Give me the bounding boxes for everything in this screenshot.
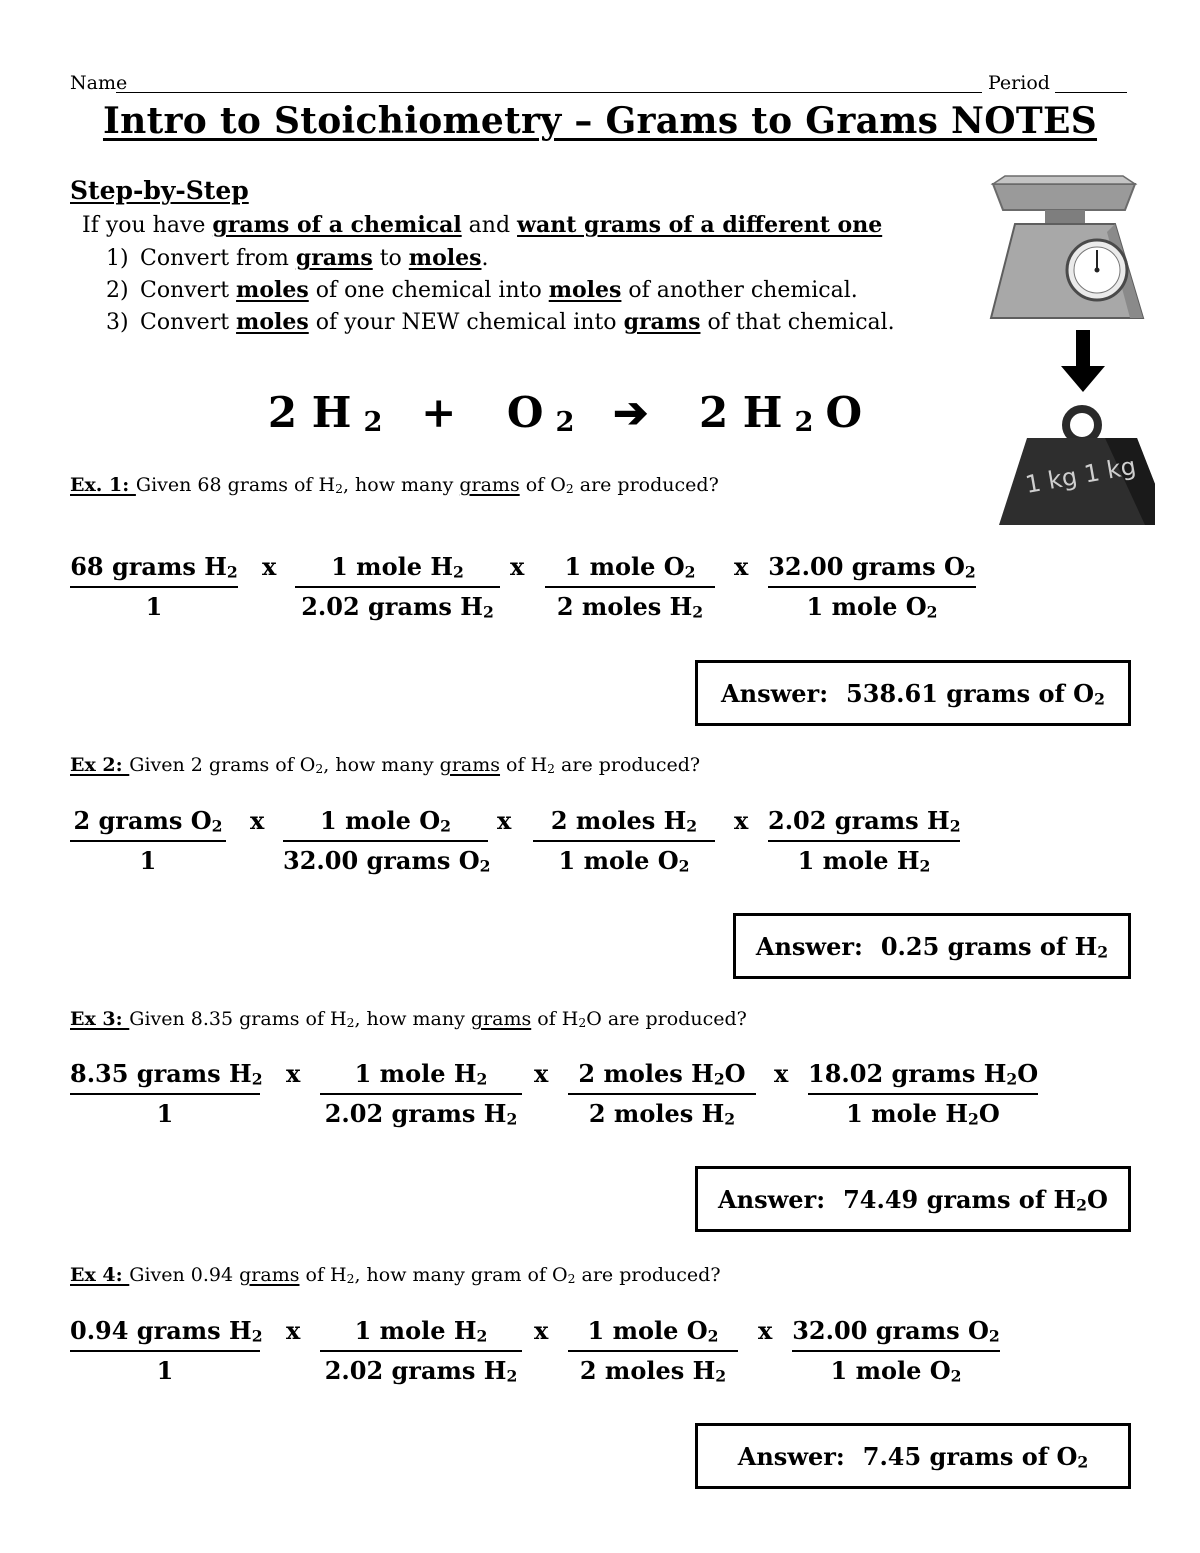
factor-denominator: 1 <box>156 1356 174 1385</box>
multiply-sign: x <box>262 552 277 581</box>
example-4-question: Ex 4: Given 0.94 grams of $H_2$, how many gram of $O_2$ are produced? <box>70 1264 721 1286</box>
plus-sign: + <box>421 388 457 437</box>
weight-label: 1 kg 1 kg <box>1023 451 1139 499</box>
example-1-factor-1 <box>70 548 238 626</box>
multiply-sign: x <box>758 1316 773 1345</box>
factor-numerator: 1 mole $O_2$ <box>545 548 715 588</box>
factor-numerator: 1 mole $H_2$ <box>295 548 500 588</box>
kettlebell-weight-icon <box>999 409 1155 525</box>
example-1-factor-4 <box>768 548 976 626</box>
example-2-factor-2 <box>283 802 491 880</box>
multiply-sign: x <box>774 1059 789 1088</box>
page-title: Intro to Stoichiometry – Grams to Grams NOTES <box>102 100 1098 142</box>
step-2: 2) Convert moles of one chemical into moles of another chemical. <box>106 277 858 303</box>
reaction-equation <box>0 388 1130 437</box>
example-1-factor-2 <box>295 548 500 626</box>
example-2-factor-3 <box>533 802 715 880</box>
multiply-sign: x <box>534 1316 549 1345</box>
multiply-sign: x <box>286 1316 301 1345</box>
example-2-factor-4 <box>768 802 960 880</box>
example-3-factor-4 <box>808 1055 1038 1133</box>
down-arrow-icon <box>1061 330 1105 392</box>
step-3: 3) Convert moles of your NEW chemical into grams of that chemical. <box>106 309 895 335</box>
multiply-sign: x <box>734 552 749 581</box>
example-4-factor-1 <box>70 1312 263 1390</box>
factor-numerator: 1 mole $O_2$ <box>283 802 488 842</box>
example-4-factor-2 <box>320 1312 522 1390</box>
factor-numerator: 2.02 grams $H_2$ <box>768 802 960 842</box>
product-h2o: 2 H $_2$ O <box>698 388 863 439</box>
multiply-sign: x <box>510 552 525 581</box>
example-3-answer-box: Answer: 74.49 grams of $H_2O$ <box>695 1166 1131 1232</box>
factor-numerator: 8.35 grams $H_2$ <box>70 1055 260 1095</box>
factor-numerator: 68 grams $H_2$ <box>70 548 238 588</box>
factor-denominator: 2 moles $H_2$ <box>556 592 704 622</box>
factor-denominator: 1 mole $O_2$ <box>806 592 938 622</box>
factor-denominator: 2.02 grams $H_2$ <box>301 592 494 622</box>
kitchen-scale-icon <box>991 176 1143 318</box>
multiply-sign: x <box>286 1059 301 1088</box>
factor-denominator: 2 moles $H_2$ <box>588 1099 736 1129</box>
example-4-factor-3 <box>568 1312 738 1390</box>
reaction-arrow-icon: ➔ <box>613 388 649 437</box>
factor-denominator: 1 mole $H_2$ <box>797 846 931 876</box>
example-3-factor-3 <box>568 1055 756 1133</box>
factor-denominator: 1 <box>156 1099 174 1128</box>
factor-denominator: 1 <box>145 592 163 621</box>
factor-denominator: 32.00 grams $O_2$ <box>283 846 491 876</box>
reactant-o2: O $_2$ <box>506 388 575 439</box>
example-1-answer-box: Answer: 538.61 grams of $O_2$ <box>695 660 1131 726</box>
period-blank <box>1055 92 1127 93</box>
answer-value: 7.45 grams of $O_2$ <box>862 1441 1089 1471</box>
factor-denominator: 2 moles $H_2$ <box>579 1356 727 1386</box>
example-2-question: Ex 2: Given 2 grams of $O_2$, how many grams of $H_2$ are produced? <box>70 754 701 776</box>
answer-value: 538.61 grams of $O_2$ <box>846 678 1105 708</box>
multiply-sign: x <box>250 806 265 835</box>
factor-numerator: 2 grams $O_2$ <box>70 802 226 842</box>
example-3-question: Ex 3: Given 8.35 grams of $H_2$, how many grams of $H_2O$ are produced? <box>70 1008 747 1030</box>
factor-numerator: 1 mole $H_2$ <box>320 1312 522 1352</box>
example-4-answer-box: Answer: 7.45 grams of $O_2$ <box>695 1423 1131 1489</box>
multiply-sign: x <box>734 806 749 835</box>
answer-value: 74.49 grams of $H_2O$ <box>843 1184 1108 1214</box>
example-2-factor-1 <box>70 802 226 880</box>
example-1-factor-3 <box>545 548 715 626</box>
factor-denominator: 2.02 grams $H_2$ <box>324 1356 518 1386</box>
factor-numerator: 1 mole $H_2$ <box>320 1055 522 1095</box>
scale-and-weight-illustration <box>985 170 1155 560</box>
factor-numerator: 32.00 grams $O_2$ <box>768 548 976 588</box>
factor-numerator: 32.00 grams $O_2$ <box>792 1312 1000 1352</box>
answer-value: 0.25 grams of $H_2$ <box>880 931 1109 961</box>
step-1: 1) Convert from grams to moles. <box>106 245 489 271</box>
factor-denominator: 2.02 grams $H_2$ <box>324 1099 518 1129</box>
step-intro: If you have grams of a chemical and want grams of a different one <box>82 212 883 238</box>
example-3-factor-1 <box>70 1055 263 1133</box>
factor-numerator: 1 mole $O_2$ <box>568 1312 738 1352</box>
reactant-h2: 2 H $_2$ <box>267 388 383 439</box>
multiply-sign: x <box>497 806 512 835</box>
multiply-sign: x <box>534 1059 549 1088</box>
factor-denominator: 1 mole $O_2$ <box>558 846 690 876</box>
name-blank <box>116 92 982 93</box>
example-4-factor-4 <box>792 1312 1000 1390</box>
name-label: Name <box>70 72 128 94</box>
example-2-answer-box: Answer: 0.25 grams of $H_2$ <box>733 913 1131 979</box>
factor-numerator: 0.94 grams $H_2$ <box>70 1312 260 1352</box>
factor-numerator: 18.02 grams $H_2O$ <box>808 1055 1038 1095</box>
step-by-step-heading: Step-by-Step <box>70 176 249 205</box>
period-label: Period <box>988 72 1050 94</box>
factor-numerator: 2 moles $H_2O$ <box>568 1055 756 1095</box>
factor-numerator: 2 moles $H_2$ <box>533 802 715 842</box>
example-1-question: Ex. 1: Given 68 grams of $H_2$, how many grams of $O_2$ are produced? <box>70 474 719 496</box>
factor-denominator: 1 <box>139 846 157 875</box>
example-3-factor-2 <box>320 1055 522 1133</box>
factor-denominator: 1 mole $O_2$ <box>830 1356 962 1386</box>
factor-denominator: 1 mole $H_2O$ <box>846 1099 1000 1129</box>
